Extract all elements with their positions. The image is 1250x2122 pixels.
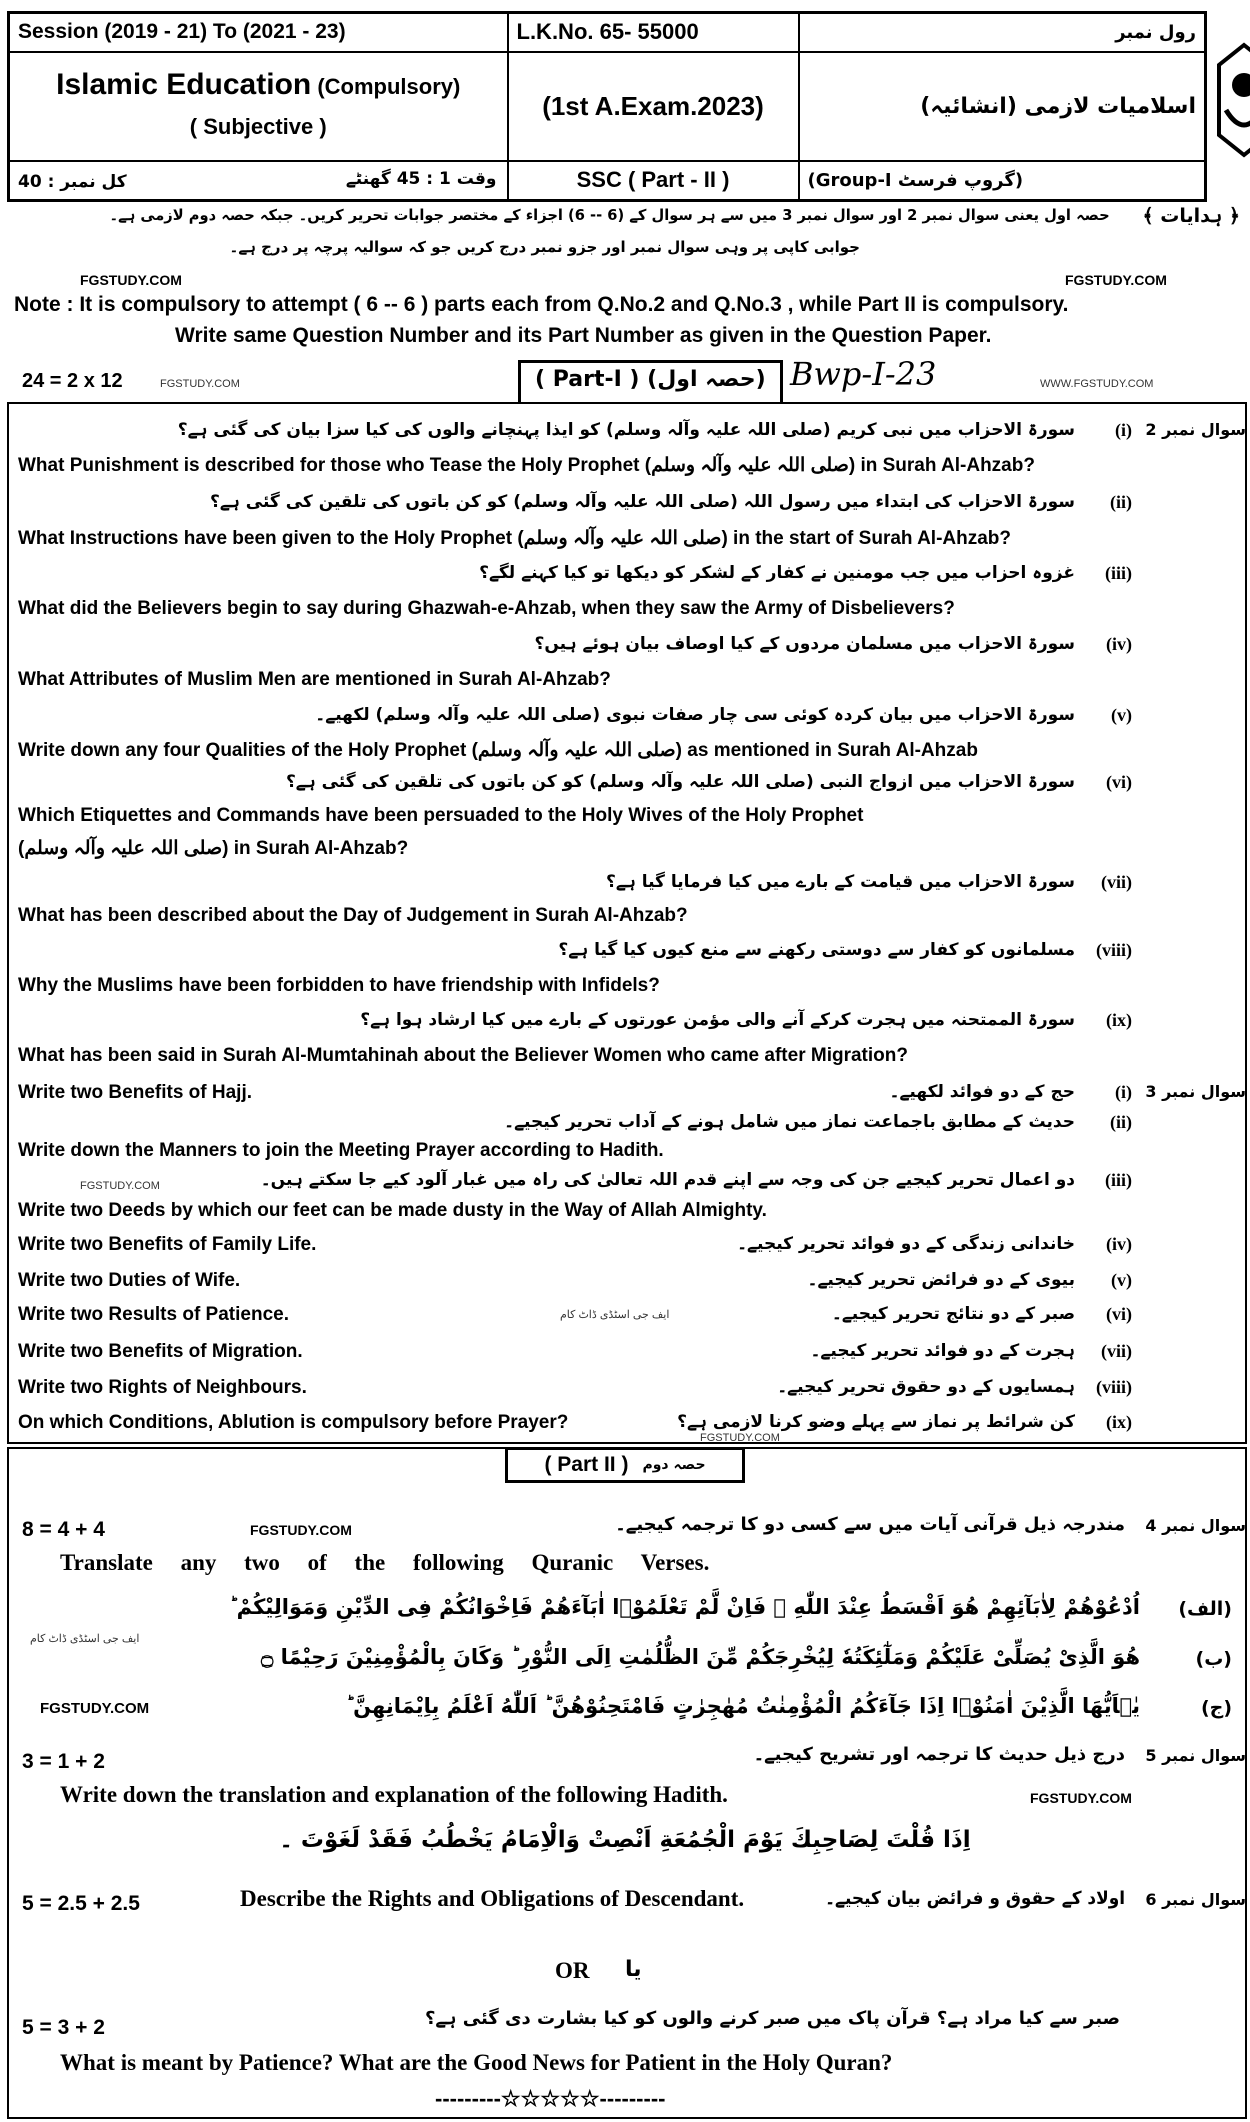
hadith-text: اِذَا قُلْتَ لِصَاحِبِكَ يَوْمَ الْجُمُعَةِ اَنْصِتْ وَالْاِمَامُ يَخْطُبُ فَقَدْ لَغَوْتَ ۔ — [279, 1827, 971, 1853]
question-5-label: سوال نمبر 5 — [1145, 1746, 1246, 1765]
lk-number: L.K.No. 65- 55000 — [508, 13, 799, 52]
question-urdu: سورۃ الاحزاب میں مسلمان مردوں کے کیا اوصاف بیان ہوئے ہیں؟ — [534, 634, 1075, 654]
header-table — [7, 11, 1207, 202]
question-english: What Instructions have been given to the Holy Prophet (صلی اللہ علیہ وآلہ وسلم) in the start of Surah Al-Ahzab? — [18, 528, 1012, 549]
question-4-urdu: مندرجہ ذیل قرآنی آیات میں سے کسی دو کا ترجمہ کیجیے۔ — [615, 1514, 1125, 1535]
question-part-number: (vi) — [1106, 1304, 1132, 1324]
roll-number-label: رول نمبر — [799, 13, 1206, 52]
verse-c: یٰۤاَیُّهَا الَّذِیْنَ اٰمَنُوْۤا اِذَا جَآءَكُمُ الْمُؤْمِنٰتُ مُهٰجِرٰتٍ فَامْتَحِنُوْهُنَّ ؕ اَللّٰهُ اَعْلَمُ بِاِیْمَانِهِنَّ ؕ — [345, 1694, 1140, 1718]
watermark: FGSTUDY.COM — [1030, 1790, 1132, 1806]
question-urdu: مسلمانوں کو کفار سے دوستی رکھنے سے منع کیوں کیا گیا ہے؟ — [558, 940, 1075, 960]
question-4-marks: 8 = 4 + 4 — [22, 1518, 105, 1541]
question-part-number: (iv) — [1106, 1234, 1132, 1254]
watermark: ایف جی اسٹڈی ڈاٹ کام — [560, 1309, 670, 1321]
time-allowed: وقت 1 : 45 گھنٹے — [345, 168, 497, 189]
exam-name: (1st A.Exam.2023) — [508, 52, 799, 161]
question-english: What has been described about the Day of Judgement in Surah Al-Ahzab? — [18, 905, 688, 926]
or-label: OR — [555, 1958, 590, 1983]
question-6-marks: 5 = 2.5 + 2.5 — [22, 1892, 140, 1915]
question-english: Write two Benefits of Family Life. — [18, 1234, 317, 1255]
verse-b: هُوَ الَّذِیْ یُصَلِّیْ عَلَیْكُمْ وَمَلٰٓئِكَتُهٗ لِیُخْرِجَكُمْ مِّنَ الظُّلُمٰتِ اِلَی النُّوْرِ ؕ وَكَانَ بِالْمُؤْمِنِیْنَ رَحِیْمًا ۝ — [261, 1645, 1140, 1669]
question-urdu: حدیث کے مطابق باجماعت نماز میں شامل ہونے کے آداب تحریر کیجیے۔ — [504, 1112, 1075, 1132]
question-part-number: (ii) — [1110, 492, 1132, 512]
or-label-urdu: یا — [625, 1957, 642, 1982]
question-part-number: (i) — [1115, 420, 1132, 440]
subject-urdu: اسلامیات لازمی (انشائیہ) — [799, 52, 1206, 161]
question-english: Write two Results of Patience. — [18, 1304, 289, 1325]
question-5-english: Write down the translation and explanation of the following Hadith. — [60, 1782, 728, 1807]
question-6-english: Describe the Rights and Obligations of Descendant. — [240, 1886, 745, 1911]
question-urdu: دو اعمال تحریر کیجیے جن کی وجہ سے اپنے قدم اللہ تعالیٰ کی راہ میں غبار آلود کیے جا سکتے ہیں۔ — [260, 1170, 1075, 1190]
question-6-alt-english: What is meant by Patience? What are the Good News for Patient in the Holy Quran? — [60, 2050, 893, 2075]
question-6-label: سوال نمبر 6 — [1145, 1890, 1246, 1909]
question-part-number: (i) — [1115, 1082, 1132, 1102]
question-english: Write two Benefits of Migration. — [18, 1341, 303, 1362]
question-part-number: (viii) — [1096, 940, 1132, 960]
question-english: What did the Believers begin to say during Ghazwah-e-Ahzab, when they saw the Army of Disbelievers? — [18, 598, 955, 619]
question-4-label: سوال نمبر 4 — [1145, 1516, 1246, 1535]
question-urdu: کن شرائط پر نماز سے پہلے وضو کرنا لازمی ہے؟ — [677, 1412, 1075, 1432]
watermark: FGSTUDY.COM — [1065, 272, 1167, 288]
question-part-number: (ix) — [1106, 1010, 1132, 1030]
question-english-continued: (صلی اللہ علیہ وآلہ وسلم) in Surah Al-Ahzab? — [18, 838, 409, 859]
watermark: WWW.FGSTUDY.COM — [1040, 378, 1154, 390]
question-part-number: (ix) — [1106, 1412, 1132, 1432]
question-part-number: (v) — [1111, 705, 1132, 725]
part2-title-box — [505, 1447, 745, 1483]
part1-marks: 24 = 2 x 12 — [22, 370, 123, 392]
question-english: Write down the Manners to join the Meeting Prayer according to Hadith. — [18, 1140, 664, 1161]
question-part-number: (v) — [1111, 1270, 1132, 1290]
question-part-number: (iii) — [1105, 563, 1132, 583]
note-text: Note : It is compulsory to attempt ( 6 -- 6 ) parts each from Q.No.2 and Q.No.3 , while Part II is compulsory. — [14, 293, 1069, 316]
verse-c-number: (ج) — [1200, 1697, 1232, 1719]
note-text-2: Write same Question Number and its Part Number as given in the Question Paper. — [175, 324, 992, 347]
question-english: What has been said in Surah Al-Mumtahinah about the Believer Women who came after Migration? — [18, 1045, 908, 1066]
part2-title: ( Part II ) — [544, 1453, 629, 1476]
verse-a-number: (الف) — [1178, 1598, 1232, 1620]
question-english: On which Conditions, Ablution is compulsory before Prayer? — [18, 1412, 569, 1433]
subject-type: (Compulsory) — [317, 74, 461, 99]
instructions-urdu-2: جوابی کاپی پر وہی سوال نمبر اور جزو نمبر درج کریں جو کہ سوالیہ پرچہ پر درج ہے۔ — [229, 238, 860, 256]
part1-title: ( Part-I ) (حصہ اول) — [518, 360, 783, 402]
question-urdu: ہمسایوں کے دو حقوق تحریر کیجیے۔ — [777, 1377, 1075, 1397]
watermark: FGSTUDY.COM — [250, 1522, 352, 1538]
question-part-number: (viii) — [1096, 1377, 1132, 1397]
question-english: Write two Benefits of Hajj. — [18, 1082, 253, 1103]
question-english: Write two Rights of Neighbours. — [18, 1377, 307, 1398]
question-5-marks: 3 = 1 + 2 — [22, 1750, 105, 1773]
question-part-number: (ii) — [1110, 1112, 1132, 1132]
question-urdu: حج کے دو فوائد لکھیے۔ — [889, 1082, 1075, 1102]
question-english: What Punishment is described for those who Tease the Holy Prophet (صلی اللہ علیہ وآلہ وسلم) in Surah Al-Ahzab? — [18, 455, 1035, 476]
class-name: SSC ( Part - II ) — [508, 161, 799, 201]
question-4-english: Translate any two of the following Quranic Verses. — [60, 1550, 710, 1575]
question-urdu: سورۃ الاحزاب کی ابتداء میں رسول اللہ (صلی اللہ علیہ وآلہ وسلم) کو کن باتوں کی تلقین کی گئی ہے؟ — [210, 492, 1075, 512]
question-urdu: خاندانی زندگی کے دو فوائد تحریر کیجیے۔ — [737, 1234, 1075, 1254]
question-urdu: سورۃ الاحزاب میں نبی کریم (صلی اللہ علیہ وآلہ وسلم) کو ایذا پہنچانے والوں کی کیا سزا بیان کی گئی ہے؟ — [177, 420, 1075, 440]
question-2-label: سوال نمبر 2 — [1145, 420, 1246, 439]
question-english: Write down any four Qualities of the Holy Prophet (صلی اللہ علیہ وآلہ وسلم) as mentioned in Surah Al-Ahzab — [18, 740, 978, 761]
watermark: FGSTUDY.COM — [700, 1432, 780, 1444]
question-urdu: سورۃ الاحزاب میں ازواج النبی (صلی اللہ علیہ وآلہ وسلم) کو کن باتوں کی تلقین کی گئی ہے؟ — [285, 772, 1075, 792]
board-logo — [1214, 40, 1250, 160]
watermark: ایف جی اسٹڈی ڈاٹ کام — [30, 1633, 140, 1645]
question-english: Write two Duties of Wife. — [18, 1270, 241, 1291]
verse-a: اُدْعُوْهُمْ لِاٰبَآئِهِمْ هُوَ اَقْسَطُ عِنْدَ اللّٰهِ ۚ فَاِنْ لَّمْ تَعْلَمُوْۤا اٰبَآءَهُمْ فَاِخْوَانُكُمْ فِی الدِّیْنِ وَمَوَالِیْكُمْ ؕ — [229, 1595, 1140, 1619]
end-of-paper-mark: ---------☆☆☆☆☆--------- — [435, 2086, 666, 2111]
question-urdu: سورۃ الاحزاب میں بیان کردہ کوئی سی چار صفات نبوی (صلی اللہ علیہ وآلہ وسلم) لکھیے۔ — [315, 705, 1075, 725]
subjective-label: ( Subjective ) — [189, 114, 327, 139]
question-part-number: (vi) — [1106, 772, 1132, 792]
question-english: Write two Deeds by which our feet can be made dusty in the Way of Allah Almighty. — [18, 1200, 767, 1221]
question-part-number: (vii) — [1101, 1341, 1132, 1361]
handwritten-note: Bwp-I-23 — [790, 355, 937, 393]
question-part-number: (vii) — [1101, 872, 1132, 892]
question-6-alt-marks: 5 = 3 + 2 — [22, 2016, 105, 2039]
verse-b-number: (ب) — [1195, 1648, 1232, 1670]
question-3-label: سوال نمبر 3 — [1145, 1082, 1246, 1101]
question-english: Which Etiquettes and Commands have been persuaded to the Holy Wives of the Holy Prophet — [18, 805, 864, 826]
question-urdu: صبر کے دو نتائج تحریر کیجیے۔ — [831, 1304, 1075, 1324]
question-urdu: بیوی کے دو فرائض تحریر کیجیے۔ — [807, 1270, 1075, 1290]
question-6-alt-urdu: صبر سے کیا مراد ہے؟ قرآن پاک میں صبر کرنے والوں کو کیا بشارت دی گئی ہے؟ — [424, 2008, 1120, 2029]
subject-title: Islamic Education — [56, 68, 312, 101]
question-part-number: (iii) — [1105, 1170, 1132, 1190]
watermark: FGSTUDY.COM — [40, 1700, 150, 1717]
question-5-urdu: درج ذیل حدیث کا ترجمہ اور تشریح کیجیے۔ — [753, 1744, 1125, 1765]
session: Session (2019 - 21) To (2021 - 23) — [9, 13, 508, 52]
total-marks: کل نمبر : 40 — [18, 172, 127, 193]
watermark: FGSTUDY.COM — [80, 272, 182, 288]
question-urdu: ہجرت کے دو فوائد تحریر کیجیے۔ — [810, 1341, 1075, 1361]
question-urdu: سورۃ الممتحنہ میں ہجرت کرکے آنے والی مؤمن عورتوں کے بارے میں کیا ارشاد ہوا ہے؟ — [360, 1010, 1075, 1030]
watermark: FGSTUDY.COM — [160, 378, 240, 390]
instructions-urdu-1: حصہ اول یعنی سوال نمبر 2 اور سوال نمبر 3 میں سے ہر سوال کے (6 -- 6) اجزاء کے مختصر جوابات تحریر کریں۔ جبکہ حصہ دوم لازمی ہے۔ — [109, 206, 1110, 224]
part2-title-urdu: حصہ دوم — [642, 1457, 706, 1473]
question-6-urdu: اولاد کے حقوق و فرائض بیان کیجیے۔ — [825, 1888, 1125, 1909]
group-name: (Group-I گروپ فرسٹ) — [799, 161, 1206, 201]
question-urdu: سورۃ الاحزاب میں قیامت کے بارے میں کیا فرمایا گیا ہے؟ — [606, 872, 1075, 892]
question-english: What Attributes of Muslim Men are mentioned in Surah Al-Ahzab? — [18, 669, 611, 690]
question-urdu: غزوہ احزاب میں جب مومنین نے کفار کے لشکر کو دیکھا تو کیا کہنے لگے؟ — [479, 563, 1075, 583]
instructions-title: ﴿ ہدایات ﴾ — [1142, 205, 1240, 227]
watermark: FGSTUDY.COM — [80, 1180, 160, 1192]
question-part-number: (iv) — [1106, 634, 1132, 654]
question-english: Why the Muslims have been forbidden to have friendship with Infidels? — [18, 975, 660, 996]
